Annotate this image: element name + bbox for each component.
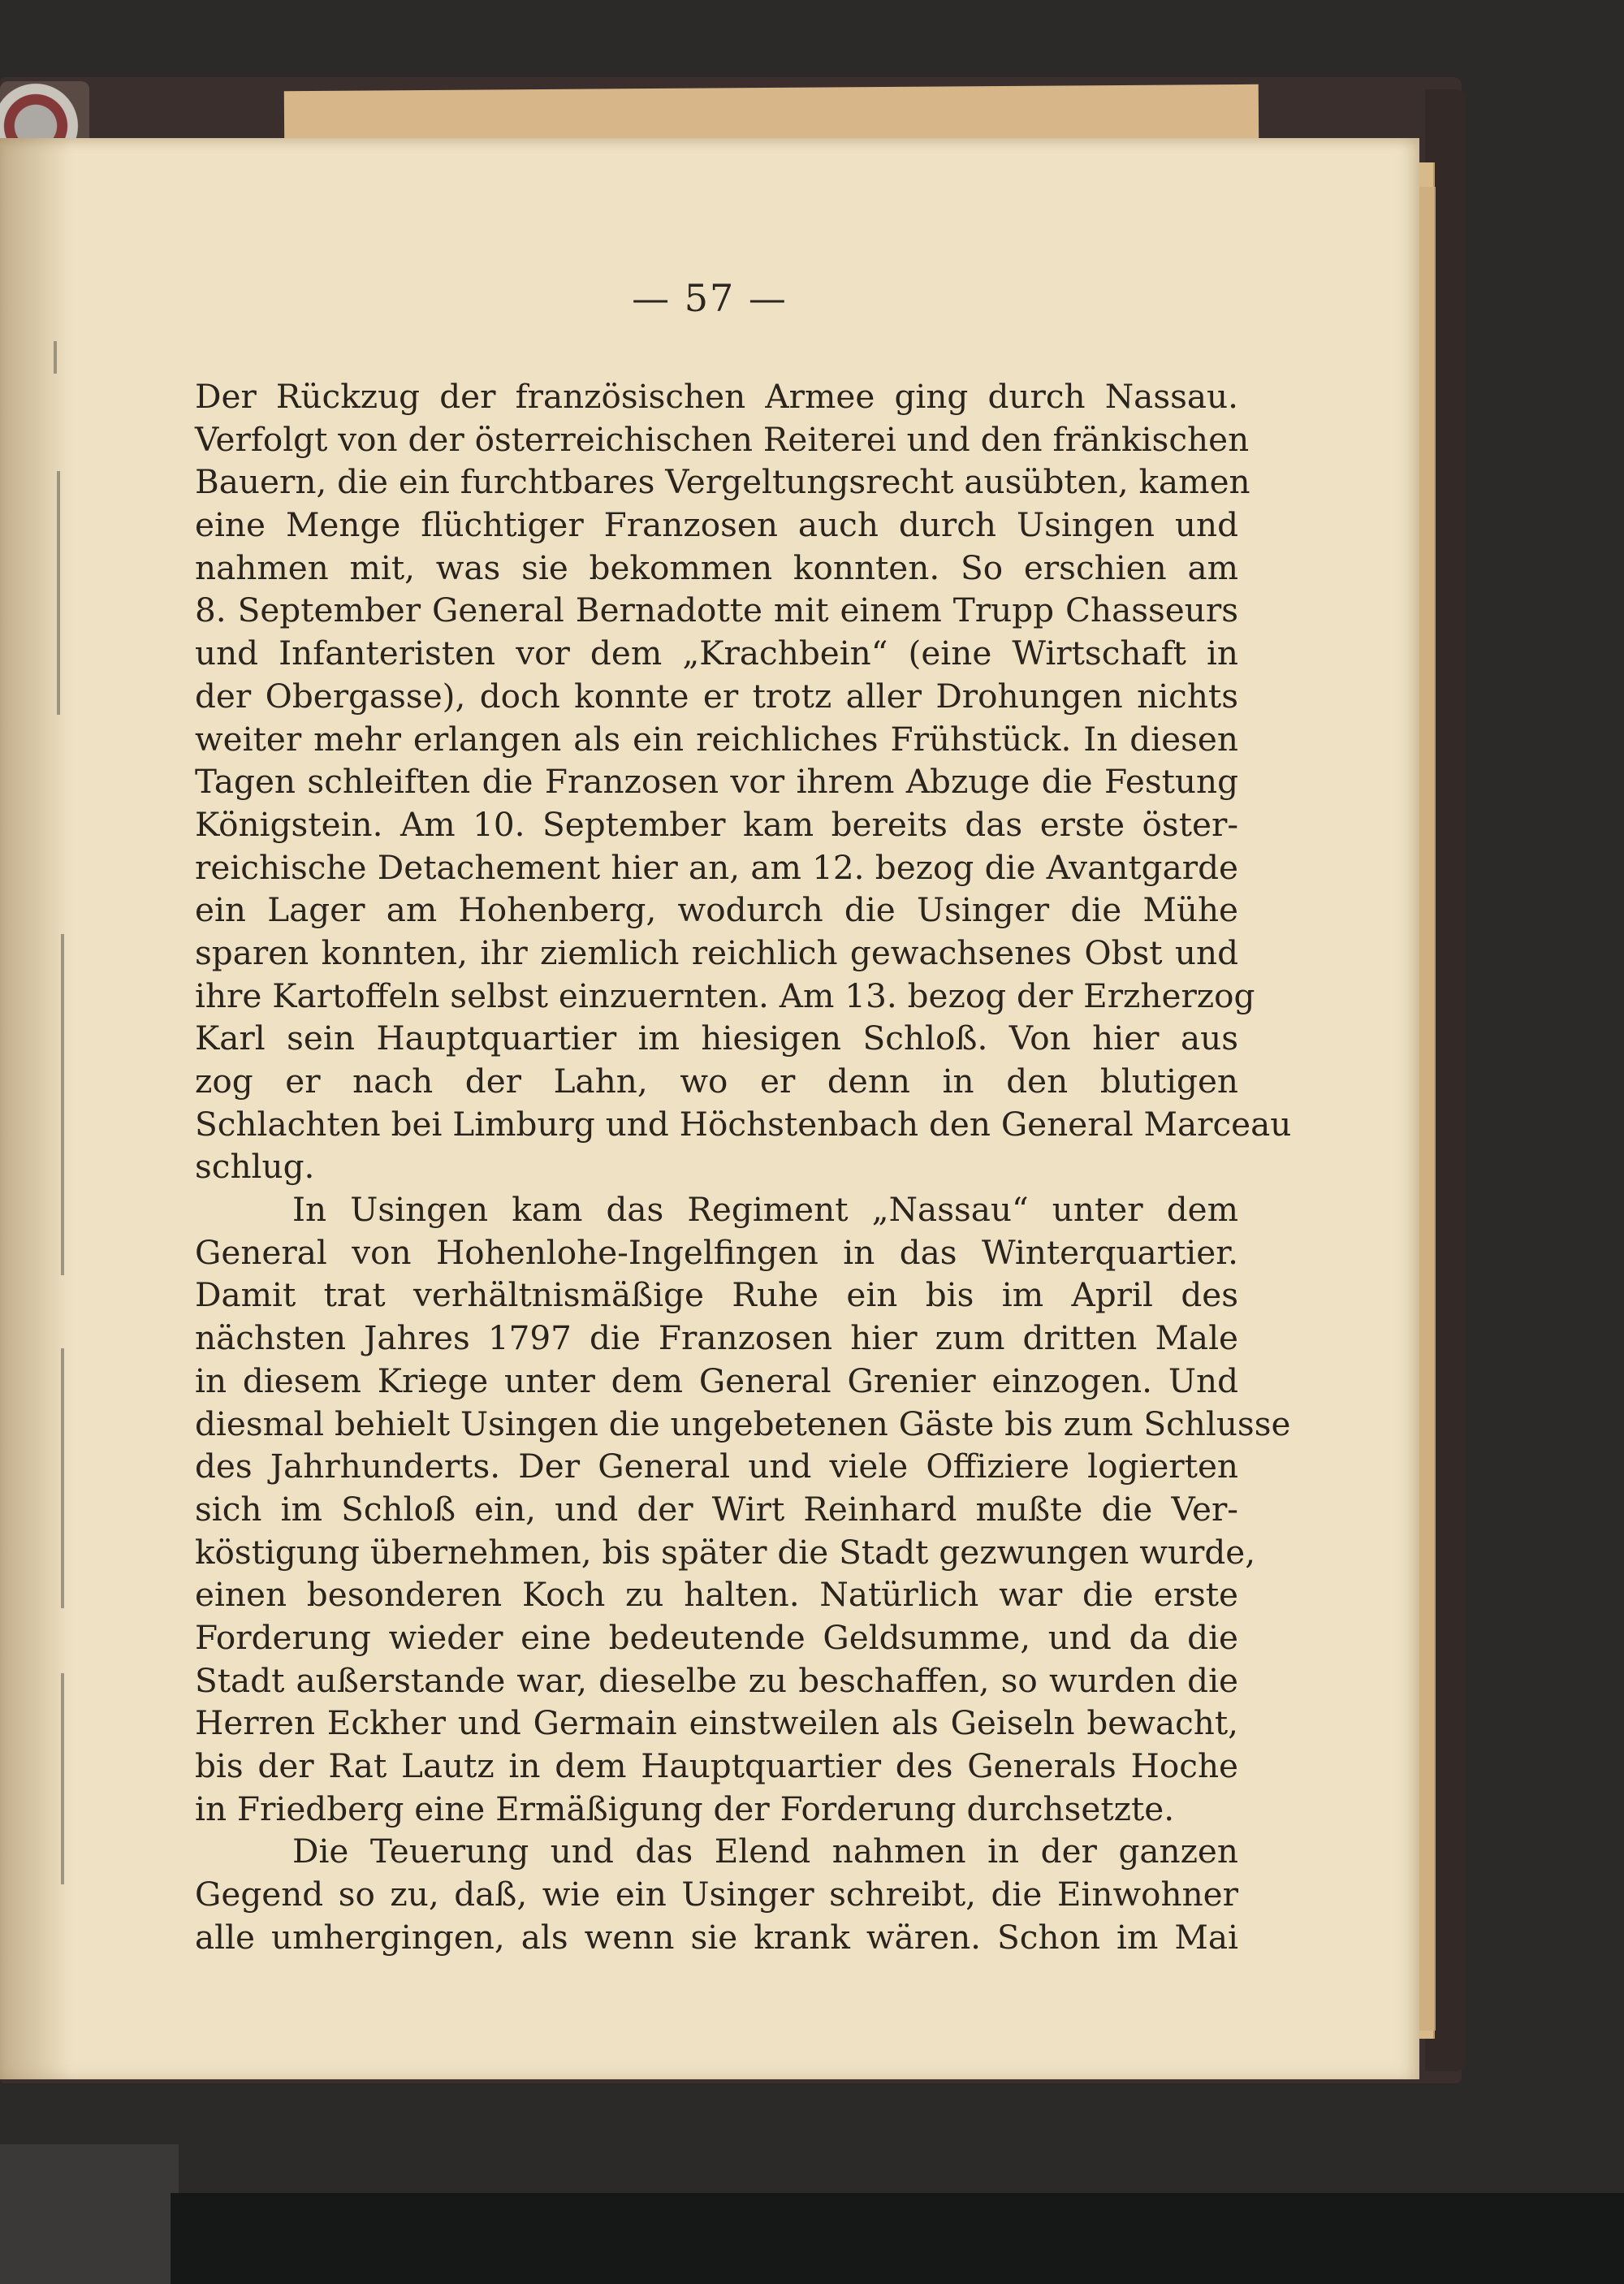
- text-line: nächsten Jahres 1797 die Franzosen hier zum dritten Male: [195, 1318, 1238, 1358]
- text-line: Karl sein Hauptquartier im hiesigen Schloß. Von hier aus: [195, 1019, 1238, 1058]
- text-line: Forderung wieder eine bedeutende Geldsumme, und da die: [195, 1617, 1238, 1657]
- text-line: des Jahrhunderts. Der General und viele Offiziere logierten: [195, 1447, 1238, 1486]
- text-line: 8. September General Bernadotte mit einem Trupp Chasseurs: [195, 590, 1238, 630]
- text-line: Herren Eckher und Germain einstweilen als Geiseln bewacht,: [195, 1703, 1238, 1743]
- margin-mark: [57, 471, 60, 715]
- text-line: reichische Detachement hier an, am 12. bezog die Avantgarde: [195, 847, 1238, 887]
- text-line: In Usingen kam das Regiment „Nassau“ unter dem: [292, 1190, 1238, 1230]
- text-line: nahmen mit, was sie bekommen konnten. So erschien am: [195, 547, 1238, 587]
- text-line: Gegend so zu, daß, wie ein Usinger schreibt, die Einwohner: [195, 1875, 1238, 1914]
- text-line: ihre Kartoffeln selbst einzuernten. Am 13. bezog der Erzherzog: [195, 975, 1255, 1015]
- text-line: weiter mehr erlangen als ein reichliches Frühstück. In diesen: [195, 719, 1238, 759]
- text-line: sparen konnten, ihr ziemlich reichlich gewachsenes Obst und: [195, 932, 1238, 972]
- text-line: einen besonderen Koch zu halten. Natürlich war die erste: [195, 1575, 1238, 1615]
- text-line: bis der Rat Lautz in dem Hauptquartier des Generals Hoche: [195, 1746, 1238, 1785]
- text-line: der Obergasse), doch konnte er trotz aller Drohungen nichts: [195, 676, 1238, 716]
- text-line: in Friedberg eine Ermäßigung der Forderung durchsetzte.: [195, 1789, 1175, 1828]
- text-line: eine Menge flüchtiger Franzosen auch durch Usingen und: [195, 505, 1238, 545]
- scan-bottom-bar: [171, 2193, 1624, 2284]
- margin-mark: [61, 1673, 64, 1884]
- text-line: Stadt außerstande war, dieselbe zu beschaffen, so wurden die: [195, 1660, 1238, 1700]
- text-line: zog er nach der Lahn, wo er denn in den blutigen: [195, 1062, 1238, 1101]
- text-line: alle umhergingen, als wenn sie krank wären. Schon im Mai: [195, 1917, 1238, 1957]
- text-line: in diesem Kriege unter dem General Grenier einzogen. Und: [195, 1360, 1238, 1400]
- text-line: köstigung übernehmen, bis später die Stadt gezwungen wurde,: [195, 1532, 1256, 1572]
- text-line: General von Hohenlohe-Ingelfingen in das Winterquartier.: [195, 1232, 1238, 1272]
- scan-background: [0, 2144, 179, 2284]
- text-line: ein Lager am Hohenberg, wodurch die Usinger die Mühe: [195, 890, 1238, 930]
- page-number: — 57 —: [632, 276, 788, 320]
- text-line: Königstein. Am 10. September kam bereits das erste öster-: [195, 804, 1238, 844]
- text-line: Damit trat verhältnismäßige Ruhe ein bis im April des: [195, 1275, 1238, 1315]
- text-line: Die Teuerung und das Elend nahmen in der ganzen: [292, 1832, 1238, 1871]
- text-line: und Infanteristen vor dem „Krachbein“ (eine Wirtschaft in: [195, 634, 1238, 673]
- page-stack-edge-inner: [1419, 187, 1436, 2031]
- margin-mark: [61, 934, 64, 1275]
- text-line: Schlachten bei Limburg und Höchstenbach den General Marceau: [195, 1104, 1292, 1144]
- text-line: Bauern, die ein furchtbares Vergeltungsrecht ausübten, kamen: [195, 462, 1250, 502]
- margin-mark: [61, 1348, 64, 1608]
- text-line: sich im Schloß ein, und der Wirt Reinhard mußte die Ver-: [195, 1489, 1238, 1529]
- margin-mark: [54, 341, 57, 374]
- body-text: [195, 375, 1292, 1958]
- text-line: diesmal behielt Usingen die ungebetenen Gäste bis zum Schlusse: [195, 1404, 1291, 1443]
- text-line: Tagen schleiften die Franzosen vor ihrem Abzuge die Festung: [195, 762, 1238, 802]
- text-line: schlug.: [195, 1147, 315, 1187]
- text-line: Verfolgt von der österreichischen Reiterei und den fränkischen: [195, 419, 1250, 459]
- text-line: Der Rückzug der französischen Armee ging durch Nassau.: [195, 377, 1238, 416]
